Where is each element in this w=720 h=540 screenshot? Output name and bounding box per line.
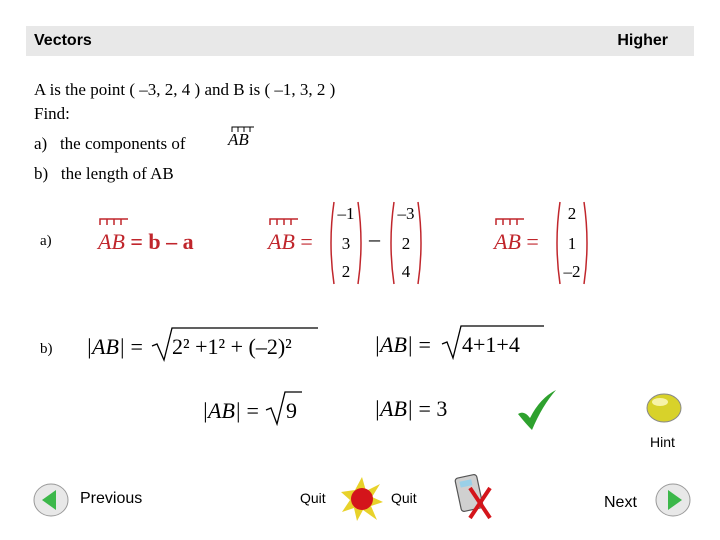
answer-a-step1: [98, 229, 194, 255]
part-b-label: b): [40, 341, 53, 357]
vector-arrow-icon: [98, 215, 130, 227]
previous-label[interactable]: Previous: [80, 490, 143, 507]
b-step1-radicand: 2² +1² + (–2)²: [172, 334, 292, 359]
b-step1-lhs: |AB|: [86, 334, 125, 359]
matrix-2-x: –3: [397, 204, 415, 223]
matrix-3-y: 1: [567, 234, 577, 253]
answer-b-step1: [86, 334, 143, 360]
matrix-1: [326, 204, 366, 284]
next-button[interactable]: [654, 482, 692, 518]
question-line-4: b) the length of AB: [34, 164, 174, 183]
previous-button[interactable]: [32, 482, 70, 518]
matrix-1-x: –1: [337, 204, 355, 223]
quit-left-label[interactable]: Quit: [300, 490, 326, 506]
b-step2-lhs: |AB|: [374, 332, 413, 357]
matrix-3-x: 2: [567, 204, 577, 223]
question-line-2: Find:: [34, 104, 70, 123]
b-step4-lhs: |AB|: [374, 396, 413, 421]
answer-b-step2: [374, 332, 431, 358]
matrix-2-z: 4: [401, 262, 411, 281]
matrix-3-z: –2: [563, 262, 581, 281]
matrix-2: [386, 204, 426, 284]
vector-arrow-icon: [494, 215, 526, 227]
matrix-1-z: 2: [341, 262, 351, 281]
answer-a-step2-lhs: AB =: [268, 229, 313, 255]
b-step3-radicand: 9: [286, 398, 297, 423]
matrix-2-y: 2: [401, 234, 411, 253]
vector-ab-text: AB: [228, 130, 249, 149]
step1-lhs: AB: [98, 229, 125, 254]
b-step3-eq: =: [246, 398, 259, 423]
quit-right-label[interactable]: Quit: [391, 490, 417, 506]
hint-button[interactable]: [644, 390, 684, 426]
minus-operator: –: [369, 226, 380, 251]
sqrt-sign-icon: [264, 390, 304, 426]
topic-title: Vectors: [34, 32, 92, 49]
answer-b-step4: [374, 396, 447, 422]
title-bar: [26, 26, 694, 56]
vector-ab-symbol: [228, 124, 256, 152]
b-step2-radicand: 4+1+4: [462, 332, 520, 357]
level-title: Higher: [617, 32, 668, 49]
matrix-1-y: 3: [341, 234, 351, 253]
part-a-label: a): [40, 233, 52, 249]
matrix-3: [552, 204, 592, 284]
answer-b-step3: [202, 398, 259, 424]
question-line-3: a) the components of: [34, 134, 186, 153]
calculator-icon[interactable]: [452, 472, 498, 524]
b-step3-lhs: |AB|: [202, 398, 241, 423]
b-step4-rhs: = 3: [418, 396, 448, 421]
quit-button-icon[interactable]: [340, 476, 384, 522]
step1-rhs: = b – a: [130, 229, 194, 254]
hint-label[interactable]: Hint: [650, 434, 675, 450]
step3-lhs: AB: [494, 229, 521, 254]
b-step1-eq: =: [130, 334, 143, 359]
vector-arrow-icon: [268, 215, 300, 227]
step2-lhs: AB: [268, 229, 295, 254]
answer-a-step3-lhs: AB =: [494, 229, 539, 255]
b-step2-eq: =: [418, 332, 431, 357]
question-line-1: A is the point ( –3, 2, 4 ) and B is ( –1, 3, 2 ): [34, 80, 336, 99]
check-mark-icon: [514, 388, 558, 432]
next-label[interactable]: Next: [604, 494, 637, 511]
